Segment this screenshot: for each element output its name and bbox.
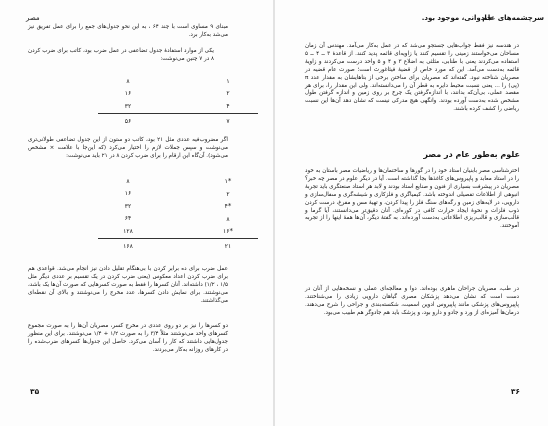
left-paragraph-2-text: یکی از موارد استفادهٔ جدول تضاعفی در عمل ضرب بود، کاتب برای ضرب کردن ۸ در ۷ چنین می‌نوشت:: [28, 48, 214, 62]
table2-total-cell: ۲۱: [198, 238, 258, 255]
right-paragraph-1: [305, 43, 519, 114]
left-paragraph-1: [28, 24, 228, 40]
right-subhead: جادوانی، موجود بود.: [421, 14, 492, 22]
table2-cell: ۳۲: [124, 202, 132, 210]
table2-value: ۱۶: [223, 228, 230, 236]
table1-total-cell: ۷: [198, 113, 258, 130]
table1-cell: ۸: [126, 77, 130, 85]
table2-total-row: [98, 238, 258, 255]
table1-total-cell: ۵۶: [98, 113, 158, 130]
multiplication-table-2: [98, 175, 258, 255]
table2-value: ۲: [226, 190, 230, 198]
left-paragraph-4-text: عمل ضرب برای ده برابر کردن با بی‌هنگام تقلیل دادن نیز انجام می‌شد. قواعدی هم برای ضرب کردن اعداد معکوس (یعنی ضرب کردن در یک تقسیم بر عددی دیگر مثل ۱/۵ ، ۱/۲) داشته‌اند. آنان کسرها را فقط به صورت کسرهایی که صورت آن‌ها یک باشد، می‌نوشتند. برای نمایش دادن کسرها، عدد مخرج را می‌نوشتند و بالای آن نقطه‌ای می‌گذاشتند.: [28, 266, 228, 304]
left-page: [0, 0, 273, 426]
table1-row: [98, 75, 258, 88]
table2-cell: [198, 225, 258, 238]
left-page-number: ۳۵: [30, 387, 40, 396]
table2-row: [98, 175, 258, 188]
table1-row: [98, 88, 258, 101]
table1-cell: ۳۲: [124, 102, 132, 110]
right-paragraph-1-text: در هندسه نیز فقط جواب‌هایی جستجو می‌شد که در عمل به‌کار می‌آمد. مهندس آن زمان مساحان می‌خواستند زمینی را تقسیم کنند یا زاویه‌ای قائمه پدید کنند. از قاعدهٔ ۳ ــ ۴ ــ ۵ استفاده می‌کردند یعنی با طنابی، مثلثی به اضلاع ۳ و ۴ و ۵ واحد درست می‌کردند و زاویهٔ قائمه به‌دست می‌آمد. این که مورد خاص از قضیهٔ فیثاغورث است؛ صورت عام قضیه در مصریان شناخته نبود. گفته‌اند که مصریان برای ساختن برخی از بناهایشان به مقدار عدد π (پی) را ... یعنی نسبت محیط دایره به قطر آن را می‌دانسته‌اند. ولی این مقدار را، برای هر مقصد عملی، بی‌آن‌که بدانند، با اندازه‌گرفتن یک چرخ بر روی زمین و اندازه گرفتن طول مشخص شده به‌دست آورده بودند. وانگهی هیچ مدرکی نیست که نشان دهد آن‌ها این نسبت ریاضی را کشف کرده باشند.: [305, 43, 519, 113]
left-paragraph-5-text: دو کسرها را نیز بر دو روی عددی در مخرج کسر، مصریان آن‌ها را به صورت مجموع کسرهای واحد می‌نوشتند مثلاً ۳/۴ را به صورت ۱/۲ + ۱/۴ می‌نوشتند. برای این منظور جدول‌هایی داشتند که کار را آسان می‌کرد. حاصل این جدول‌ها کسرهای ضرب‌شده را در کارهای روزانه به‌کار می‌بردند.: [28, 323, 229, 353]
table1-total-row: [98, 113, 258, 130]
right-paragraph-2-text: اخترشناسی مصر بابنیان استاد خود را در گورها و ساختمان‌ها و ریاضیات مصر باستان به خود را در استاد معابد و پاپیروس‌های کاغذها بجا گذاشته است. آیا در دیگر علوم در مصر چه خبر؟ مصریان در پیشرفت بسیاری از فنون و صنایع استاد بودند و لابد هر استاد صنعتگری باید تجربهٔ انبوهی از اطلاعات تفصیلی اندوخته باشد. کیمیاگری و فلزکاری و شیشه‌گری و سفال‌سازی و دارویی، در لایه‌های زمین و رگه‌های سنگ فلز را پیدا کردن، و تهیهٔ مس و مفرغ، درست کردن ذوب فلزات و نحوهٔ ایجاد حرارت کافی در کوره‌ای. آنان دقیق‌تر می‌دانستند، آیا گرما و قالب‌سازی و قالب‌ریزی اطلاعاتی به‌دست آورده‌اند. به گفتهٔ دیگر، آن‌ها همهٔ اینها را از تجربه آموختند.: [305, 168, 519, 230]
table2-row: [98, 225, 258, 238]
right-page: [275, 0, 548, 426]
table2-row: [98, 213, 258, 226]
right-page-number: ۳۶: [510, 387, 520, 396]
table2-value: ۱: [224, 178, 228, 186]
table2-total-cell: ۱۶۸: [98, 238, 158, 255]
left-paragraph-3-text: اگر مضروب‌فیه عددی مثل ۲۱ بود، کاتب دو ستون از این جدول تضاعفی طولانی‌تری می‌نوشت و سپس جملات لازم را اختیار می‌کرد (که این‌جا با علامت × مشخص می‌شود). آن‌گاه این ارقام را برای ضرب کردن ۸ در ۲۱ باید می‌نوشت:: [28, 137, 228, 159]
table2-cell: [198, 175, 258, 188]
table2-cell: [198, 200, 258, 213]
table2-cell: ۱۲۸: [123, 227, 133, 235]
table2-cell: ۶۴: [124, 215, 132, 223]
right-running-head: سرچشمه‌های علم: [482, 14, 544, 22]
table2-cell: ۸: [126, 177, 130, 185]
table1-row: [98, 100, 258, 113]
right-paragraph-3-text: در طب، مصریان جراحان ماهری بوده‌اند. دوا و معالجه‌ای عملی و نسخه‌هایی از آنان در دست است که نشان می‌دهد پزشکان مصری گیاهان دارویی زیادی را می‌شناختند. پاپیروس‌های پزشکی مانند پاپیروس ادوین اسمیت، شکسته‌بندی و جراحی را شرح می‌دهند. درمان‌ها آمیزه‌ای از ورد و جادو و دارو بود، و پزشک باید هم جادوگر هم طبیب می‌بود.: [305, 286, 519, 316]
table1-cell: ۴: [226, 102, 230, 110]
table1-cell: ۱: [226, 77, 230, 85]
left-paragraph-3: [28, 137, 228, 161]
table1-cell: ۱۶: [124, 90, 132, 98]
table2-cell: [198, 188, 258, 201]
selection-mark: *: [229, 227, 233, 236]
table1-cell: ۲: [226, 90, 230, 98]
table2-cell: ۱۶: [124, 190, 132, 198]
left-paragraph-1-text: مبنای ۹ مساوی است با چند ۶۴ ، به این نحو جدول‌های جمع را برای عمل تفریق نیز می‌شد به‌کار برد.: [28, 24, 229, 38]
left-paragraph-5: [28, 323, 228, 355]
selection-mark: *: [227, 202, 232, 211]
left-paragraph-2: [28, 48, 214, 64]
multiplication-table-1: [98, 75, 258, 130]
right-paragraph-3: [305, 286, 519, 318]
table2-cell: [198, 213, 258, 226]
table2-value: ۸: [226, 215, 230, 223]
left-paragraph-4: [28, 266, 228, 306]
table2-value: ۴: [224, 203, 228, 211]
section-title: علوم به‌طور عام در مصر: [423, 150, 520, 159]
left-running-head: مصر: [26, 14, 40, 22]
selection-mark: *: [227, 177, 232, 186]
table2-row: [98, 188, 258, 201]
table2-row: [98, 200, 258, 213]
right-paragraph-2: [305, 168, 519, 231]
